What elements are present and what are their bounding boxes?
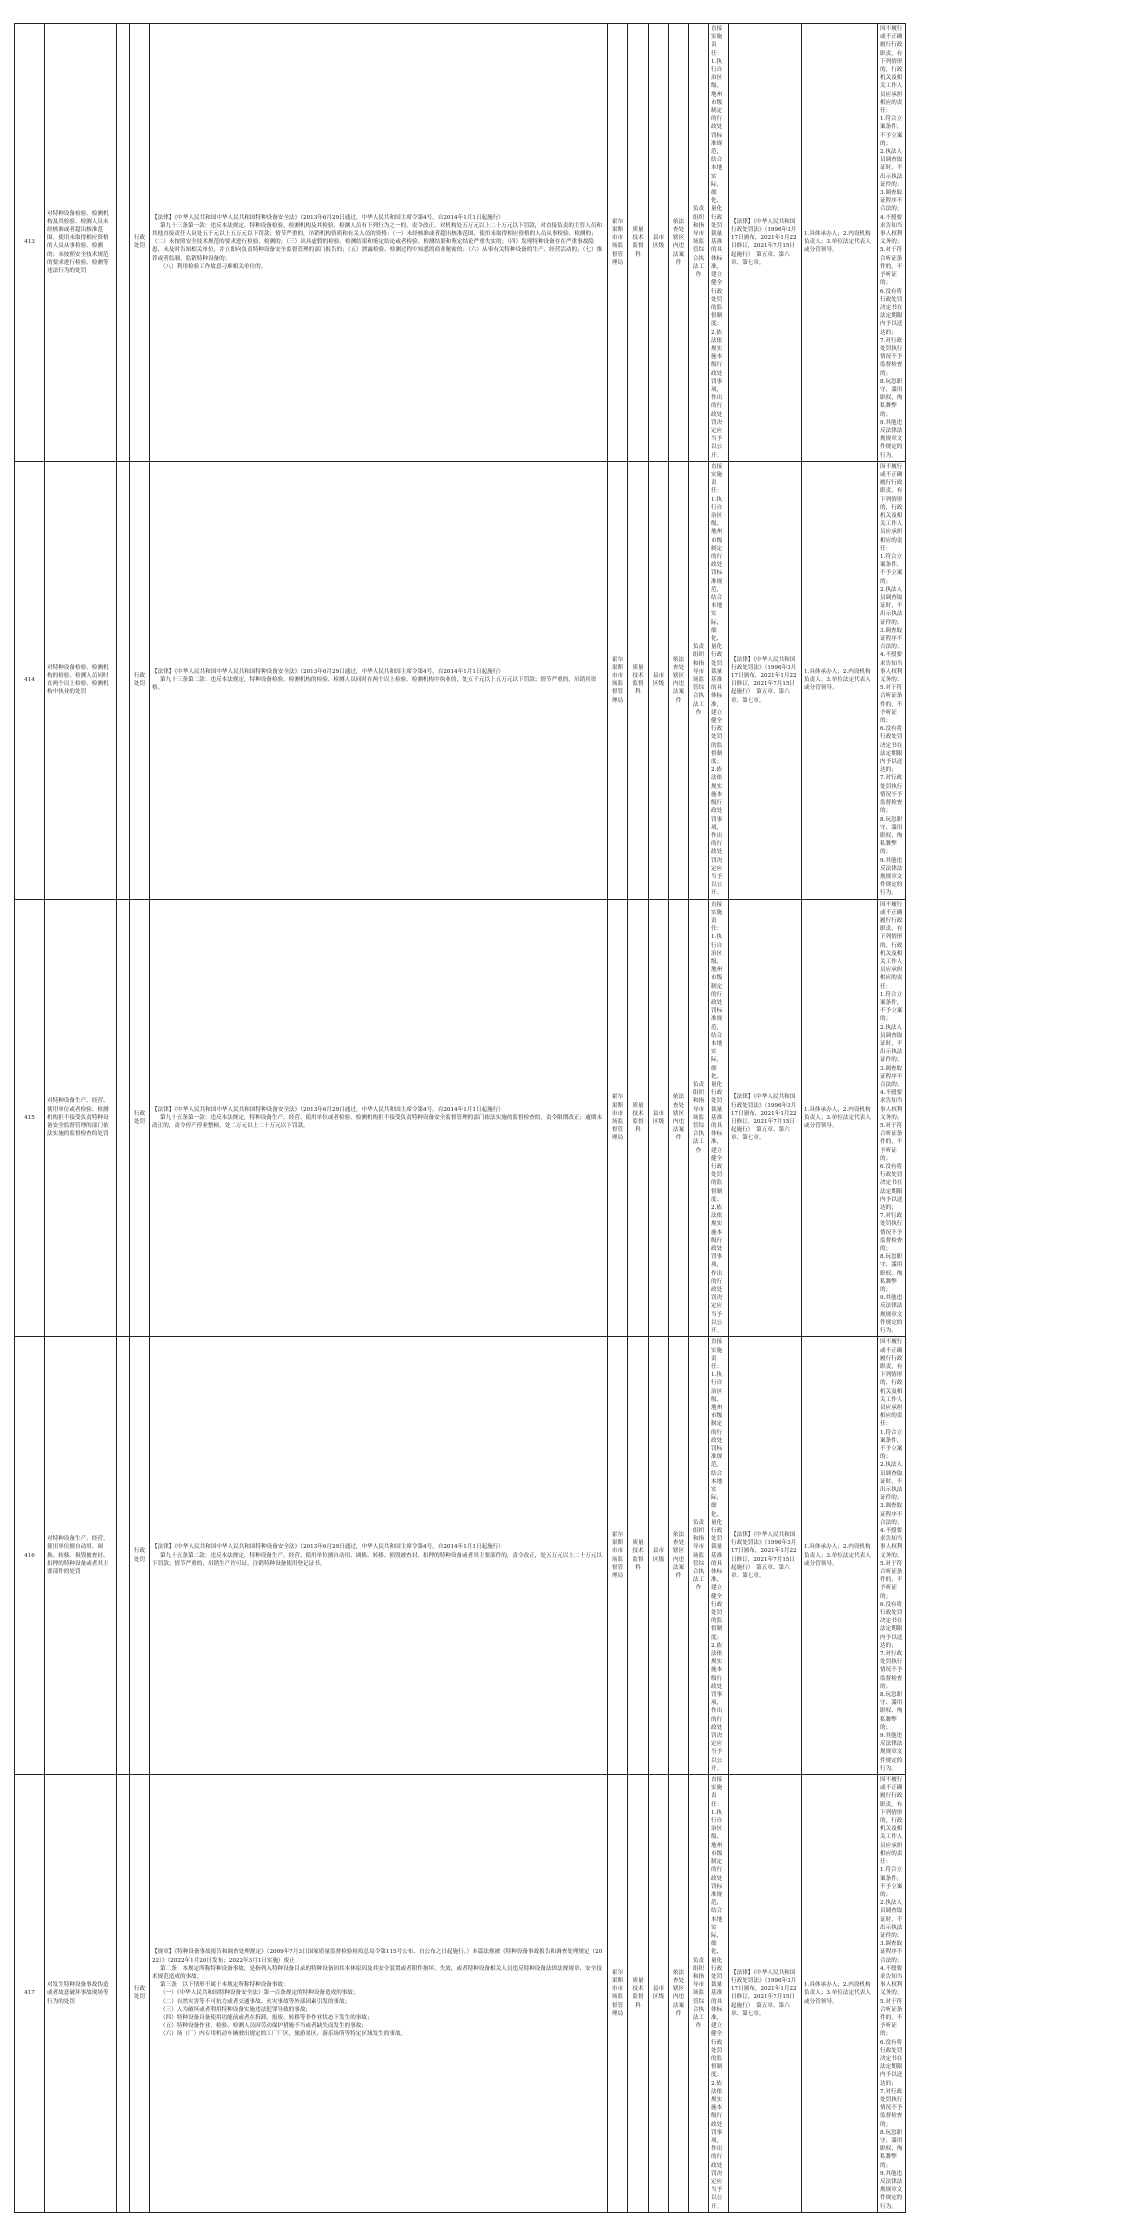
legal-basis (150, 461, 608, 899)
text-line: （五）特种设备作业、检验、检测人员因劳动保护措施不当或者缺失而发生的事故； (160, 2023, 367, 2030)
text-line: 因不履行或不正确履行行政职责，有下列情形的，行政机关及相关工作人员应承担相应的责任： (880, 1777, 903, 1866)
text-line: 9.其他违反法律法规规章文件规定的行为。 (880, 419, 903, 459)
text-line: 2.执法人员调查取证时，不出示执法证件的； (880, 149, 903, 188)
table-row (15, 899, 1109, 1337)
pen-law: 【法律】《中华人民共和国行政处罚法》（1996年3月17日颁布，2021年1月22日修订，2021年7月15日起施行） 第五章、第六章、第七章。 (729, 24, 802, 462)
exercise-scope: 依法查处辖区内违法案件 (669, 1775, 689, 2213)
row-number: 414 (15, 461, 45, 899)
text-line: 4.不授要求告知当事人权利义务的； (880, 652, 903, 684)
text-line: 2.依法依规实施本级行政处罚事项，作出的行政处罚决定应当予以公开。 (711, 767, 723, 897)
text-line: 7.对行政处罚执行情况不予监督检查的； (880, 1651, 903, 1690)
exercise-scope: 依法查处辖区内违法案件 (669, 24, 689, 462)
responsible-unit: 质量技术监督科 (628, 1337, 649, 1775)
accountability (878, 24, 906, 462)
duty-content (709, 1337, 729, 1775)
text-line: 1.执行自治区级、地州市级制定的行政处罚标准规范，结合本地实际，细化、量化行政处罚裁量基准的具体标准，建立健全行政处罚的监督制度； (711, 1809, 723, 2079)
text-line: 2.执法人员调查取证时，不出示执法证件的； (880, 1024, 903, 1064)
bearer: 1.具体承办人；2.内设机构负责人；3.单位法定代表人或分管领导。 (802, 1337, 878, 1775)
responsible-subject: 负责组织和指导市场监管综合执法工作 (689, 24, 709, 462)
pen-law: 【法律】《中华人民共和国行政处罚法》（1996年3月17日颁布，2021年1月22日修订，2021年7月15日起施行） 第五章、第六章、第七章。 (729, 1775, 802, 2213)
legal-basis (150, 24, 608, 462)
accountability (878, 1775, 906, 2213)
text-line: 9.其他违反法律法规规章文件规定的行为。 (880, 857, 903, 897)
text-line: 4.不授要求告知当事人权利义务的； (880, 1090, 903, 1121)
table-row (15, 461, 1109, 899)
text-line: 1.符合立案条件，不予立案的； (880, 116, 903, 147)
text-line: 第九十五条第一款：违反本法规定，特种设备生产、经营、使用单位或者检验、检测机构拒不接受负责特种设备安全监督管理的部门依法实施的监督检查的，责令限期改正；逾期未改正的，责令停产停业整顿，处二万元以上二十万元以下罚款。 (152, 1114, 602, 1130)
table-row (15, 1337, 1109, 1775)
text-line: 6.没有将行政处罚决定书在法定期限内予以送达的； (880, 288, 903, 336)
text-line: 【法律】《中华人民共和国中华人民共和国特种设备安全法》（2013年6月29日通过，中华人民共和国主席令第4号，自2014年1月1日起施行） (152, 214, 504, 221)
responsible-unit: 质量技术监督科 (628, 24, 649, 462)
text-line: 1.符合立案条件，不予立案的； (880, 1429, 903, 1461)
row-number: 417 (15, 1775, 45, 2213)
text-line: 7.对行政处罚执行情况不予监督检查的； (880, 1213, 903, 1253)
exercise-level: 县市区级 (649, 461, 669, 899)
text-line: 4.不授要求告知当事人权利义务的； (880, 214, 903, 246)
text-line: 4.不授要求告知当事人权利义务的； (880, 1965, 903, 1997)
text-line: 5.对于符合听证条件的，不予听证的； (880, 1123, 903, 1162)
item-name: 对特种设备检验、检测机构的检验、检测人员同时在两个以上检验、检测机构中执业的处罚 (45, 461, 117, 899)
text-line: 8.玩忽职守、滥用职权、徇私舞弊的； (880, 1254, 903, 1294)
text-line: 直接实施责任： (711, 1777, 723, 1808)
text-line: 3.调查取证程序不合法的； (880, 1065, 903, 1088)
text-line: 9.其他违反法律法规规章文件规定的行为。 (880, 1295, 903, 1335)
text-line: （二）自然灾害等不可抗力或者交通事故、火灾事故等外部因素引发的事故； (160, 1998, 351, 2005)
text-line: 因不履行或不正确履行行政职责，有下列情形的，行政机关及相关工作人员应承担相应的责任： (880, 1339, 903, 1428)
duty-content (709, 24, 729, 462)
text-line: 3.调查取证程序不合法的； (880, 190, 903, 213)
text-line: 3.调查取证程序不合法的； (880, 1503, 903, 1526)
item-type: 行政处罚 (130, 1775, 150, 2213)
spacer-cell (117, 1337, 130, 1775)
text-line: 第九十三条第一款：违反本法规定，特种设备检验、检测机构及其检验、检测人员有下列行为之一的，责令改正，对机构处五万元以上二十万元以下罚款，对直接负责的主管人员和其他直接责任人员处五千元以上五万元以下罚款；情节严重的，吊销机构资质和有关人员的资格：（一）未经核准或者超出核准范围、使用未取得相应资格的人员从事检验、检测的；（二）未按照安全技术规范的要求进行检验、检测的；（三）出具虚假的检验、检测结果和鉴定结论或者检验、检测结果和鉴定结论严重失实的；（四）发现特种设备存在严重事故隐患，未及时告知相关单位，并立即向负责特种设备安全监督管理的部门报告的；（五）泄露检验、检测过程中知悉的商业秘密的；（六）从事有关特种设备的生产、经营活动的；（七）推荐或者监制、监销特种设备的； (152, 222, 603, 262)
text-line: 5.对于符合听证条件的，不予听证的； (880, 1998, 903, 2038)
item-name: 对特种设备生产、经营、使用单位擅自动用、调换、转移、损毁被查封、扣押的特种设备或者其主要部件的处罚 (45, 1337, 117, 1775)
text-line: 因不履行或不正确履行行政职责，有下列情形的，行政机关及相关工作人员应承担相应的责任： (880, 26, 903, 115)
text-line: 1.符合立案条件，不予立案的； (880, 991, 903, 1023)
implementing-dept: 霍尔果斯市市场监督管理局 (608, 1337, 628, 1775)
accountability (878, 461, 906, 899)
spacer-cell (117, 1775, 130, 2213)
text-line: 第九十五条第二款：违反本法规定，特种设备生产、经营、使用单位擅自动用、调换、转移、损毁被查封、扣押的特种设备或者其主要部件的，责令改正，处五万元以上二十万元以下罚款；情节严重的，吊销生产许可证，注销特种设备使用登记证书。 (152, 1552, 602, 1567)
item-type: 行政处罚 (130, 1337, 150, 1775)
spacer-cell (117, 24, 130, 462)
text-line: 【规章】《特种设备事故报告和调查处理规定》（2009年7月3日国家质量监督检验检疫总局令第115号公布，自公布之日起施行。）本篇法规被《特种设备事故报告和调查处理规定（2022）》（2022年1月20日发布；2022年3月1日实施）废止 (152, 1949, 603, 1964)
text-line: 8.玩忽职守、滥用职权、徇私舞弊的； (880, 378, 903, 418)
text-line: （八）利用检验工作故意刁难相关单位的。 (160, 263, 267, 270)
bearer: 1.具体承办人；2.内设机构负责人；3.单位法定代表人或分管领导。 (802, 899, 878, 1337)
responsible-subject: 负责组织和指导市场监管综合执法工作 (689, 1775, 709, 2213)
item-type: 行政处罚 (130, 461, 150, 899)
text-line: 1.符合立案条件，不予立案的； (880, 1867, 903, 1898)
text-line: 5.对于符合听证条件的，不予听证的； (880, 685, 903, 725)
text-line: 8.玩忽职守、滥用职权、徇私舞弊的； (880, 2129, 903, 2169)
table-row (15, 1775, 1109, 2213)
implementing-dept: 霍尔果斯市市场监督管理局 (608, 24, 628, 462)
row-number: 413 (15, 24, 45, 462)
responsible-unit: 质量技术监督科 (628, 461, 649, 899)
text-line: （六）场（厂）内专用机动车辆驶出规定的工厂厂区、旅游景区、游乐场所等特定区域发生的事故。 (160, 2031, 407, 2038)
text-line: 6.没有将行政处罚决定书在法定期限内予以送达的； (880, 1601, 903, 1649)
text-line: 2.执法人员调查取证时，不出示执法证件的； (880, 586, 903, 626)
legal-basis (150, 1775, 608, 2213)
text-line: 5.对于符合听证条件的，不予听证的； (880, 247, 903, 287)
exercise-scope: 依法查处辖区内违法案件 (669, 899, 689, 1337)
exercise-scope: 依法查处辖区内违法案件 (669, 1337, 689, 1775)
responsible-subject: 负责组织和指导市场监管综合执法工作 (689, 1337, 709, 1775)
responsible-unit: 质量技术监督科 (628, 899, 649, 1337)
text-line: 6.没有将行政处罚决定书在法定期限内予以送达的； (880, 2039, 903, 2087)
text-line: 2.依法依规实施本级行政处罚事项，作出的行政处罚决定应当予以公开。 (711, 329, 723, 459)
pen-law: 【法律】《中华人民共和国行政处罚法》（1996年3月17日颁布，2021年1月22日修订，2021年7月15日起施行） 第五章、第六章、第七章。 (729, 1337, 802, 1775)
text-line: 2.依法依规实施本级行政处罚事项，作出的行政处罚决定应当予以公开。 (711, 2080, 723, 2210)
exercise-level: 县市区级 (649, 899, 669, 1337)
text-line: 1.符合立案条件，不予立案的； (880, 554, 903, 585)
text-line: 4.不授要求告知当事人权利义务的； (880, 1527, 903, 1559)
text-line: 直接实施责任： (711, 26, 723, 57)
text-line: 直接实施责任： (711, 901, 723, 933)
text-line: 6.没有将行政处罚决定书在法定期限内予以送达的； (880, 1164, 903, 1212)
text-line: 2.依法依规实施本级行政处罚事项，作出的行政处罚决定应当予以公开。 (711, 1642, 723, 1772)
item-name: 对特种设备检验、检测机构及其检验、检测人员未经核准或者超出核准范围、使用未取得相应资格的人员从事检验、检测的；未按照安全技术规范的要求进行检验、检测等违法行为的处罚 (45, 24, 117, 462)
spacer-cell (117, 899, 130, 1337)
duty-content (709, 1775, 729, 2213)
pen-law: 【法律】《中华人民共和国行政处罚法》（1996年3月17日颁布，2021年1月22日修订，2021年7月15日起施行） 第五章、第六章、第七章。 (729, 461, 802, 899)
text-line: 7.对行政处罚执行情况不予监督检查的； (880, 775, 903, 815)
text-line: 9.其他违反法律法规规章文件规定的行为。 (880, 1733, 903, 1772)
text-line: 1.执行自治区级、地州市级制定的行政处罚标准规范，结合本地实际，细化、量化行政处罚裁量基准的具体标准，建立健全行政处罚的监督制度； (711, 58, 723, 328)
text-line: 7.对行政处罚执行情况不予监督检查的； (880, 337, 903, 377)
legal-basis (150, 899, 608, 1337)
table-row (15, 24, 1109, 462)
text-line: 2.执法人员调查取证时，不出示执法证件的； (880, 1900, 903, 1939)
item-type: 行政处罚 (130, 899, 150, 1337)
text-line: 5.对于符合听证条件的，不予听证的； (880, 1560, 903, 1600)
text-line: 1.执行自治区级、地州市级制定的行政处罚标准规范，结合本地实际，细化、量化行政处罚裁量基准的具体标准，建立健全行政处罚的监督制度； (711, 496, 723, 766)
text-line: 3.调查取证程序不合法的； (880, 627, 903, 651)
text-line: 【法律】《中华人民共和国中华人民共和国特种设备安全法》（2013年6月29日通过，中华人民共和国主席令第4号，自2014年1月1日起施行） (152, 668, 504, 675)
text-line: 【法律】《中华人民共和国中华人民共和国特种设备安全法》（2013年6月29日通过，中华人民共和国主席令第4号，自2014年1月1日起施行） (152, 1106, 504, 1113)
text-line: 因不履行或不正确履行行政职责，有下列情形的，行政机关及相关工作人员应承担相应的责任： (880, 463, 903, 552)
text-line: 第九十三条第二款：违反本法规定，特种设备检验、检测机构的检验、检测人员同时在两个以上检验、检测机构中执业的，处五千元以上五万元以下罚款；情节严重的，吊销其资格。 (152, 677, 597, 692)
item-name: 对发生特种设备事故伪造或者故意破坏事故现场等行为的处罚 (45, 1775, 117, 2213)
text-line: 8.玩忽职守、滥用职权、徇私舞弊的； (880, 1692, 903, 1731)
power-list-table (14, 23, 1109, 2213)
text-line: 第二条 本规定所称特种设备事故，是指列入特种设备目录的特种设备因其本体原因及其安全装置或者附件损坏、失效，或者特种设备相关人员违反特种设备法律法规规章、安全技术规范造成的事故。 (152, 1965, 602, 1980)
text-line: 直接实施责任： (711, 463, 723, 495)
spacer-cell (117, 461, 130, 899)
implementing-dept: 霍尔果斯市市场监督管理局 (608, 461, 628, 899)
text-line: 2.依法依规实施本级行政处罚事项，作出的行政处罚决定应当予以公开。 (711, 1205, 723, 1335)
text-line: 2.执法人员调查取证时，不出示执法证件的； (880, 1462, 903, 1502)
exercise-level: 县市区级 (649, 1775, 669, 2213)
text-line: 9.其他违反法律法规规章文件规定的行为。 (880, 2170, 903, 2210)
text-line: 1.执行自治区级、地州市级制定的行政处罚标准规范，结合本地实际，细化、量化行政处罚裁量基准的具体标准，建立健全行政处罚的监督制度； (711, 934, 723, 1203)
bearer: 1.具体承办人；2.内设机构负责人；3.单位法定代表人或分管领导。 (802, 461, 878, 899)
text-line: 【法律】《中华人民共和国中华人民共和国特种设备安全法》（2013年6月29日通过，中华人民共和国主席令第4号，自2014年1月1日起施行） (152, 1544, 504, 1551)
text-line: 3.调查取证程序不合法的； (880, 1941, 903, 1964)
responsible-subject: 负责组织和指导市场监管综合执法工作 (689, 461, 709, 899)
accountability (878, 1337, 906, 1775)
legal-basis (150, 1337, 608, 1775)
exercise-level: 县市区级 (649, 1337, 669, 1775)
duty-content (709, 461, 729, 899)
text-line: （一）《中华人民共和国特种设备安全法》第一百条规定的特种设备造成的事故； (160, 1990, 359, 1997)
row-number: 415 (15, 899, 45, 1337)
text-line: 7.对行政处罚执行情况不予监督检查的； (880, 2088, 903, 2128)
implementing-dept: 霍尔果斯市市场监督管理局 (608, 1775, 628, 2213)
row-number: 416 (15, 1337, 45, 1775)
text-line: （四）特种设备具备使用功能前或者在拆卸、报废、转移等非作业状态下发生的事故； (160, 2014, 373, 2021)
text-line: 8.玩忽职守、滥用职权、徇私舞弊的； (880, 816, 903, 856)
item-type: 行政处罚 (130, 24, 150, 462)
exercise-scope: 依法查处辖区内违法案件 (669, 461, 689, 899)
text-line: 6.没有将行政处罚决定书在法定期限内予以送达的； (880, 726, 903, 774)
bearer: 1.具体承办人；2.内设机构负责人；3.单位法定代表人或分管领导。 (802, 24, 878, 462)
text-line: 第三条 以下情形不属于本规定所称特种设备事故： (160, 1982, 289, 1989)
text-line: （三）人为破坏或者利用特种设备实施违法犯罪导致的事故； (160, 2006, 312, 2013)
item-name: 对特种设备生产、经营、使用单位或者检验、检测机构拒不接受负责特种设备安全监督管理的部门依法实施的监督检查的处罚 (45, 899, 117, 1337)
implementing-dept: 霍尔果斯市市场监督管理局 (608, 899, 628, 1337)
exercise-level: 县市区级 (649, 24, 669, 462)
bearer: 1.具体承办人；2.内设机构负责人；3.单位法定代表人或分管领导。 (802, 1775, 878, 2213)
pen-law: 【法律】《中华人民共和国行政处罚法》（1996年3月17日颁布，2021年1月22日修订，2021年7月15日起施行） 第五章、第六章、第七章。 (729, 899, 802, 1337)
text-line: 因不履行或不正确履行行政职责，有下列情形的，行政机关及相关工作人员应承担相应的责任： (880, 901, 903, 990)
text-line: 直接实施责任： (711, 1339, 723, 1370)
responsible-unit: 质量技术监督科 (628, 1775, 649, 2213)
accountability (878, 899, 906, 1337)
duty-content (709, 899, 729, 1337)
responsible-subject: 负责组织和指导市场监管综合执法工作 (689, 899, 709, 1337)
text-line: 1.执行自治区级、地州市级制定的行政处罚标准规范，结合本地实际，细化、量化行政处罚裁量基准的具体标准，建立健全行政处罚的监督制度； (711, 1372, 723, 1641)
